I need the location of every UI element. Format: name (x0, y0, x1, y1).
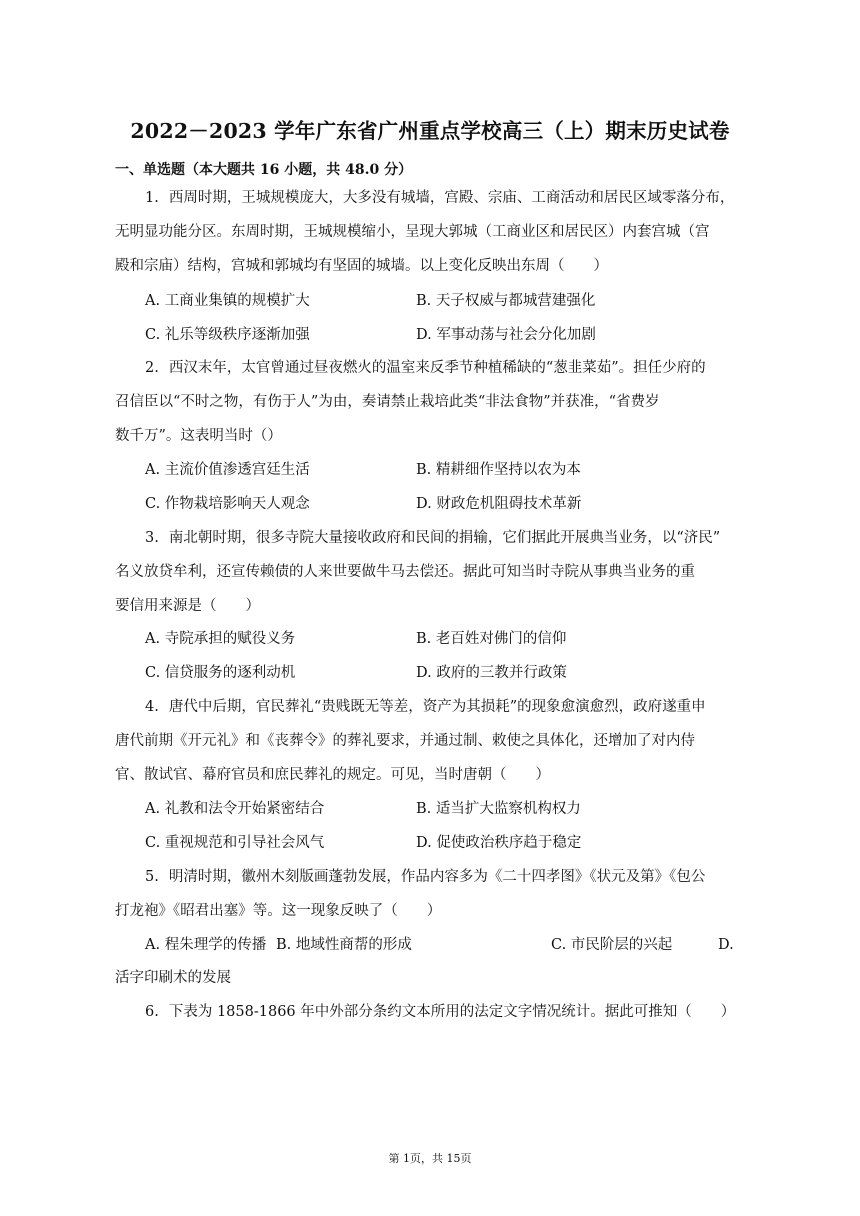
option-a: A. 程朱理学的传播 (145, 937, 267, 953)
option-c: C. 重视规范和引导社会风气 (145, 835, 325, 851)
question-text-line: 数千万”。这表明当时（） (115, 428, 282, 444)
option-d: D. 促使政治秩序趋于稳定 (416, 835, 582, 851)
question-text-line: 2. 西汉末年，太官曾通过昼夜燃火的温室来反季节种植稀缺的“葱韭菜茹”。担任少府的 (145, 360, 706, 376)
option-c: C. 礼乐等级秩序逐渐加强 (145, 327, 310, 343)
question-text-line: 5. 明清时期，徽州木刻版画蓬勃发展，作品内容多为《二十四孝图》《状元及第》《包公 (145, 869, 706, 885)
section-heading: 一、单选题（本大题共 16 小题，共 48.0 分） (115, 162, 413, 178)
option-c: C. 市民阶层的兴起 (551, 937, 673, 953)
question-text-line: 殿和宗庙）结构，宫城和郭城均有坚固的城墙。以上变化反映出东周（ ） (115, 258, 608, 274)
option-d: D. 政府的三教并行政策 (416, 665, 567, 681)
option-a: A. 礼教和法令开始紧密结合 (145, 801, 325, 817)
option-d: D. 财政危机阻碍技术革新 (416, 496, 582, 512)
question-text-line: 1. 西周时期，王城规模庞大，大多没有城墙，宫殿、宗庙、工商活动和居民区域零落分布， (145, 190, 735, 206)
option-c: C. 信贷服务的逐利动机 (145, 665, 296, 681)
option-b: B. 老百姓对佛门的信仰 (416, 631, 567, 647)
option-a: A. 寺院承担的赋役义务 (145, 631, 296, 647)
option-b: B. 天子权威与都城营建强化 (416, 293, 596, 309)
question-number: 5. (145, 869, 159, 885)
option-b: B. 适当扩大监察机构权力 (416, 801, 581, 817)
question-text-line: 6. 下表为 1858-1866 年中外部分条约文本所用的法定文字情况统计。据此可推知（ ） (145, 1004, 736, 1020)
option-a: A. 工商业集镇的规模扩大 (145, 293, 310, 309)
option-b: B. 精耕细作坚持以农为本 (416, 462, 581, 478)
question-text-line: 4. 唐代中后期，官民葬礼“贵贱既无等差，资产为其损耗”的现象愈演愈烈，政府遂重申 (145, 699, 706, 715)
question-number: 4. (145, 699, 159, 715)
option-b: B. 地域性商帮的形成 (276, 937, 412, 953)
option-d-text: 活字印刷术的发展 (115, 970, 231, 986)
question-text-line: 打龙袍》《昭君出塞》等。这一现象反映了（ ） (115, 903, 442, 919)
question-text-line: 召信臣以“不时之物，有伤于人”为由，奏请禁止栽培此类“非法食物”并获准，“省费岁 (115, 394, 660, 410)
option-d: D. (718, 937, 734, 953)
question-number: 1. (145, 190, 159, 206)
question-text-line: 唐代前期《开元礼》和《丧葬令》的葬礼要求，并通过制、敕使之具体化，还增加了对内侍 (115, 733, 695, 749)
question-text-line: 要信用来源是（ ） (115, 598, 260, 614)
question-text-line: 官、散试官、幕府官员和庶民葬礼的规定。可见，当时唐朝（ ） (115, 767, 550, 783)
question-text-line: 名义放贷牟利，还宣传赖债的人来世要做牛马去偿还。据此可知当时寺院从事典当业务的重 (115, 564, 695, 580)
question-number: 3. (145, 530, 159, 546)
question-text-line: 3. 南北朝时期，很多寺院大量接收政府和民间的捐输，它们据此开展典当业务，以“济民” (145, 530, 721, 546)
option-a: A. 主流价值渗透宫廷生活 (145, 462, 310, 478)
exam-title: 2022－2023 学年广东省广州重点学校高三（上）期末历史试卷 (130, 119, 730, 143)
question-number: 2. (145, 360, 159, 376)
option-d: D. 军事动荡与社会分化加剧 (416, 327, 596, 343)
question-text-line: 无明显功能分区。东周时期，王城规模缩小，呈现大郭城（工商业区和居民区）内套宫城（宫 (115, 224, 710, 240)
question-number: 6. (145, 1004, 159, 1020)
option-c: C. 作物栽培影响天人观念 (145, 496, 310, 512)
page-footer: 第 1页，共 15页 (388, 1152, 472, 1165)
